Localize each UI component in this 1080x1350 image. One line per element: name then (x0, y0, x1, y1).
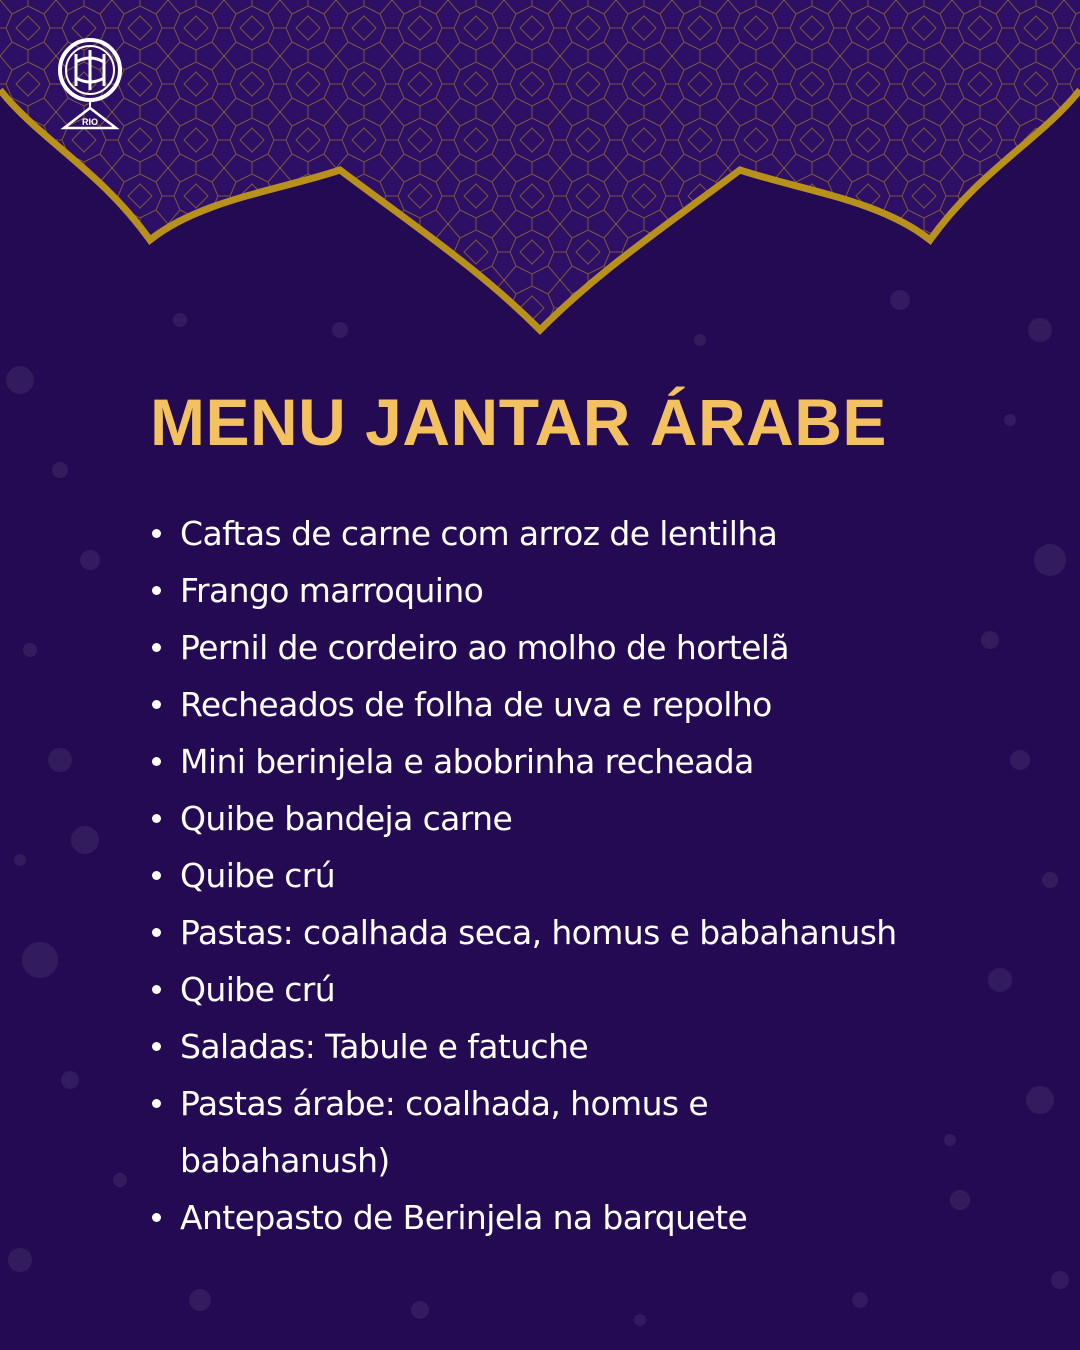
menu-item (180, 961, 1060, 1018)
menu-item (180, 1189, 1060, 1246)
club-logo (54, 36, 126, 132)
menu-item-label: Recheados de folha de uva e repolho (180, 685, 772, 724)
menu-list (180, 505, 1060, 1246)
menu-item-label: Mini berinjela e abobrinha recheada (180, 742, 754, 781)
bullet-icon (152, 643, 161, 652)
bullet-icon (152, 529, 161, 538)
menu-item (180, 904, 1060, 961)
bullet-icon (152, 871, 161, 880)
menu-item-label: Quibe crú (180, 856, 336, 895)
bullet-icon (152, 814, 161, 823)
bullet-icon (152, 757, 161, 766)
bullet-icon (152, 586, 161, 595)
bullet-icon (152, 1213, 161, 1222)
menu-item-label: Pastas: coalhada seca, homus e babahanush (180, 913, 897, 952)
menu-item-label: Quibe bandeja carne (180, 799, 513, 838)
page-title: MENU JANTAR ÁRABE (150, 385, 887, 459)
menu-item-label: Saladas: Tabule e fatuche (180, 1027, 589, 1066)
menu-item (180, 562, 1060, 619)
bullet-icon (152, 985, 161, 994)
menu-item (180, 676, 1060, 733)
menu-item-label: Pernil de cordeiro ao molho de hortelã (180, 628, 790, 667)
logo-caption: RIO (81, 117, 99, 127)
bullet-icon (152, 1099, 161, 1108)
menu-item (180, 847, 1060, 904)
menu-item (180, 733, 1060, 790)
menu-item (180, 1075, 820, 1189)
menu-item (180, 790, 1060, 847)
bullet-icon (152, 1042, 161, 1051)
menu-item-label: Caftas de carne com arroz de lentilha (180, 514, 778, 553)
menu-item-label: Antepasto de Berinjela na barquete (180, 1198, 748, 1237)
menu-item-label: Pastas árabe: coalhada, homus e babahanush) (180, 1084, 709, 1180)
menu-item (180, 505, 1060, 562)
menu-item-label: Quibe crú (180, 970, 336, 1009)
menu-item (180, 619, 1060, 676)
menu-item-label: Frango marroquino (180, 571, 484, 610)
bullet-icon (152, 928, 161, 937)
bullet-icon (152, 700, 161, 709)
menu-item (180, 1018, 1060, 1075)
